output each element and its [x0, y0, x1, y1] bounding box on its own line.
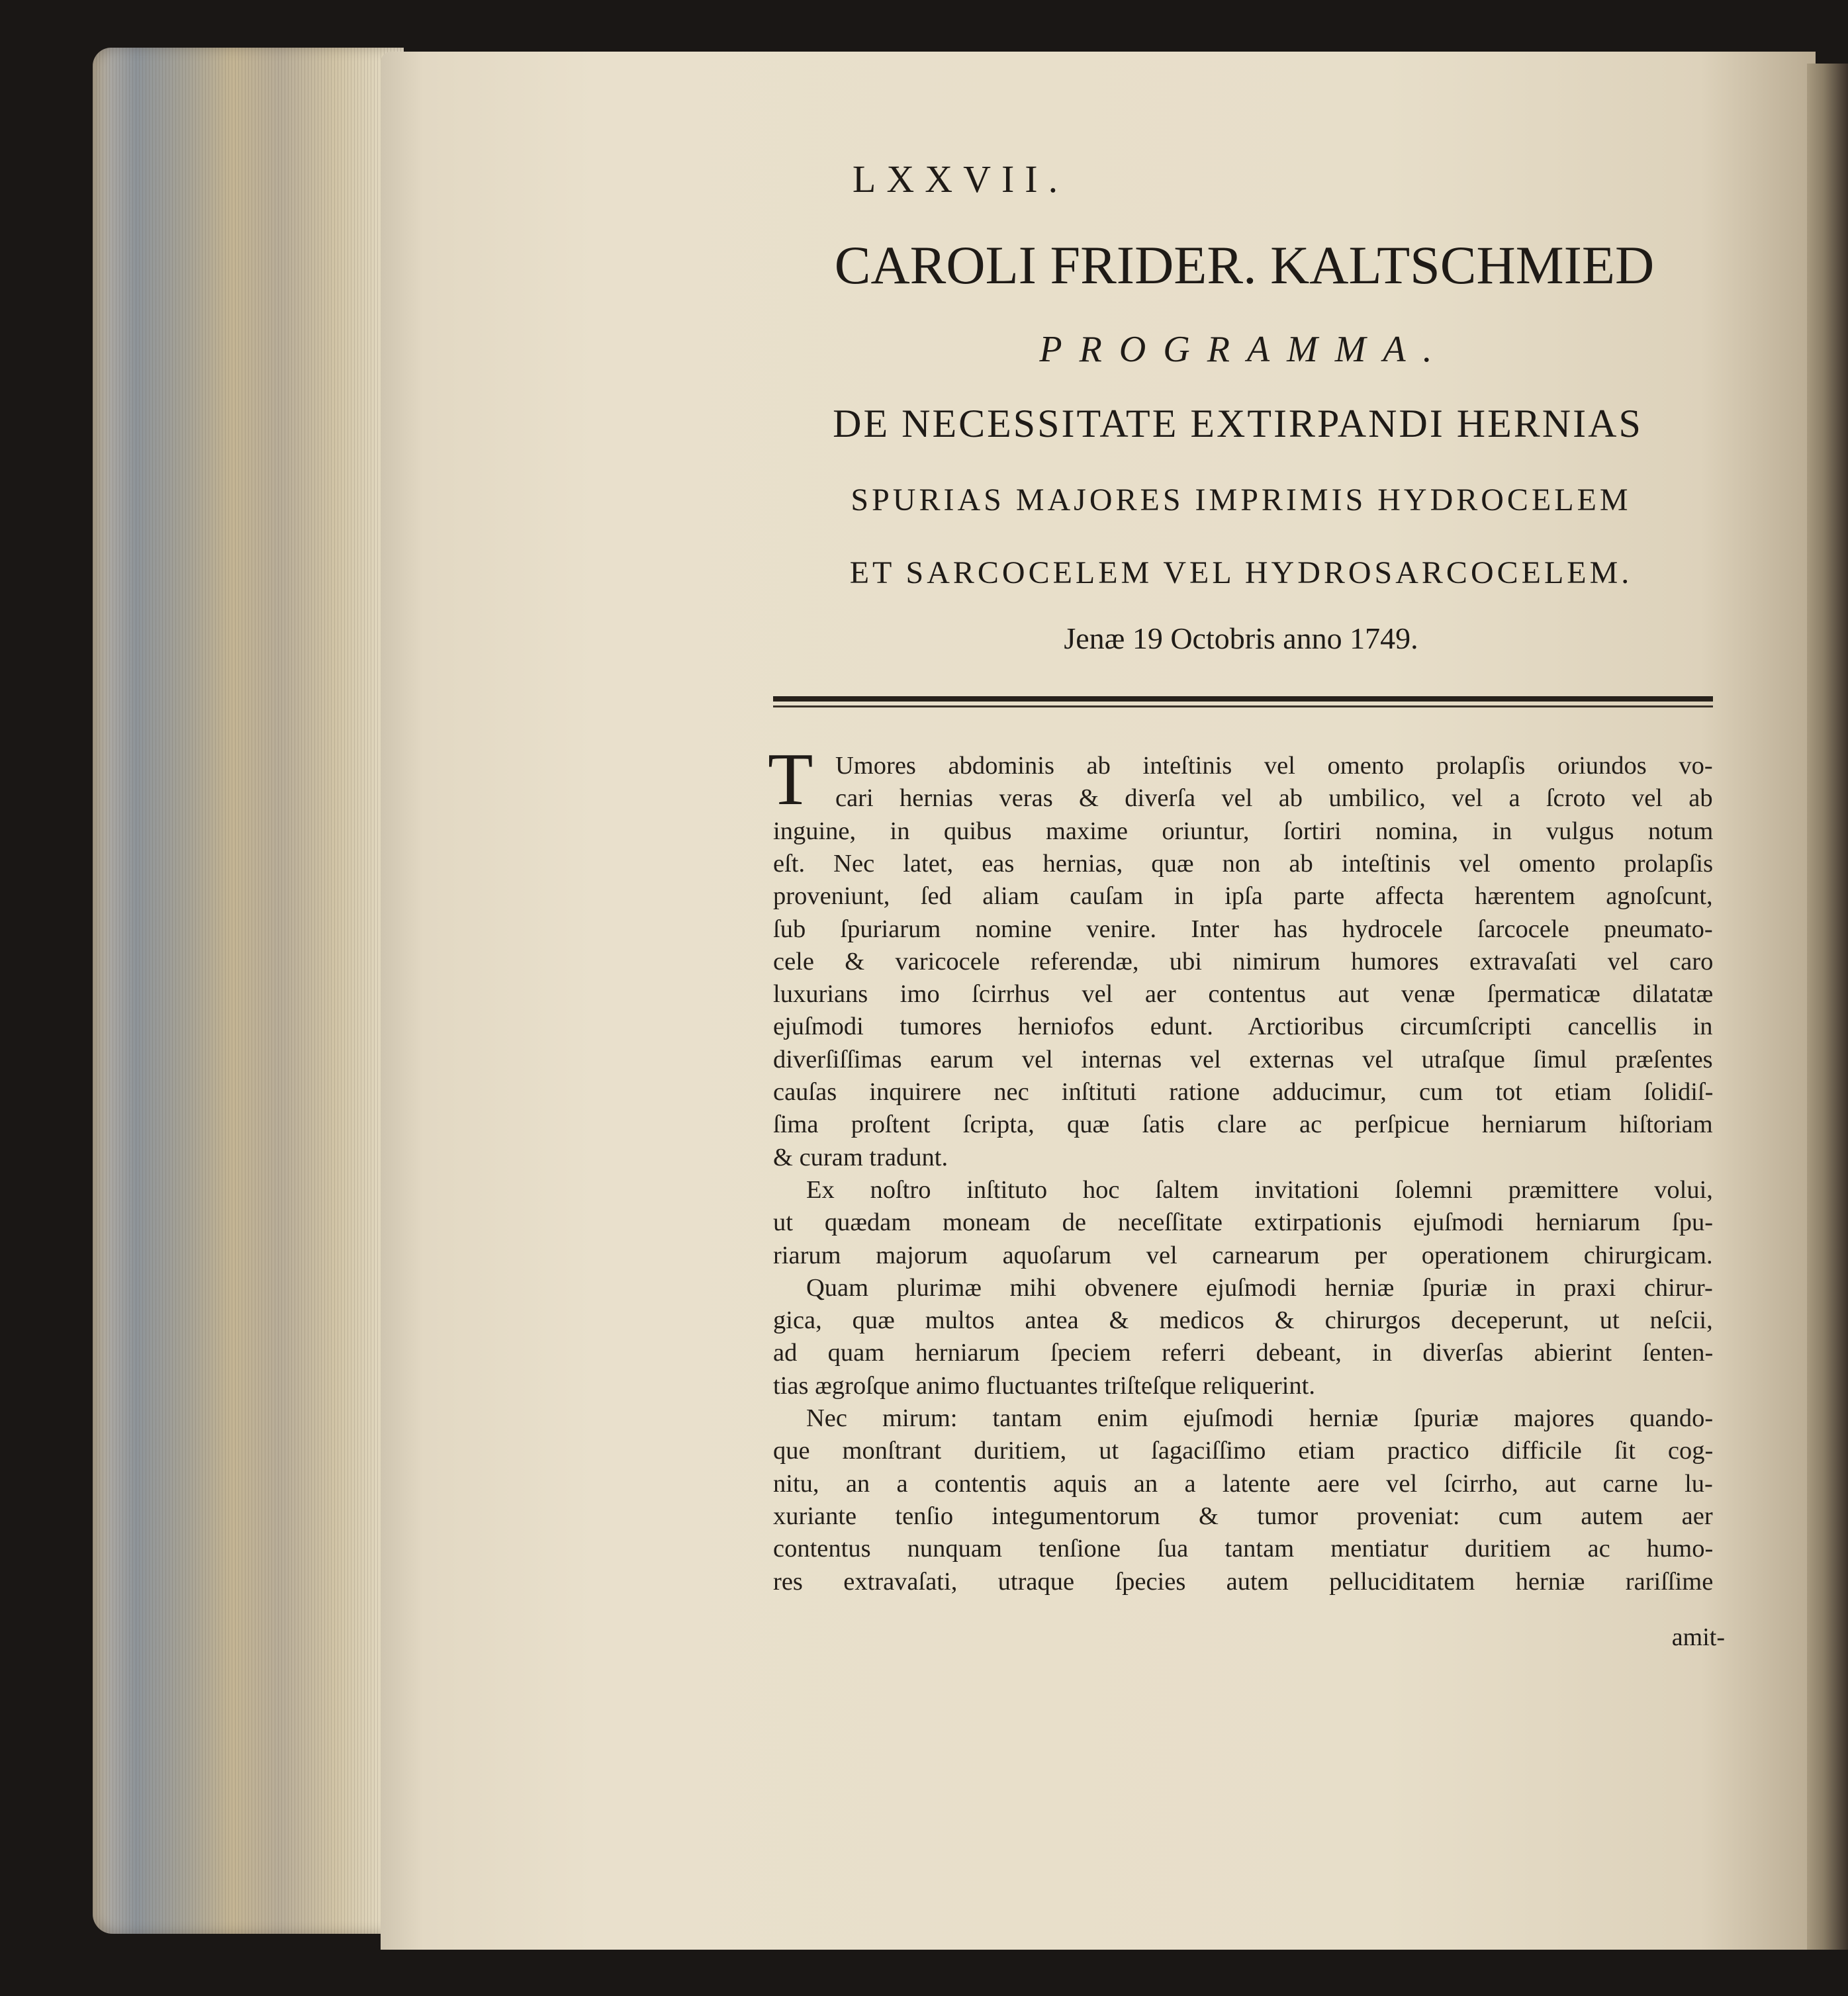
text-line: cari hernias veras & diverſa vel ab umbilico, vel a ſcroto vel ab: [835, 784, 1713, 812]
text-line: cauſas inquirere nec inſtituti ratione adducimur, cum tot etiam ſolidiſ-: [773, 1078, 1714, 1106]
text-line: cele & varicocele referendæ, ubi nimirum humores extravaſati vel caro: [773, 948, 1714, 975]
section-number: LXXVII.: [852, 158, 1069, 201]
divider-rule: [773, 705, 1713, 707]
text-line: gica, quæ multos antea & medicos & chirurgos deceperunt, ut neſcii,: [773, 1306, 1713, 1334]
text-line: tias ægroſque animo fluctuantes triſteſque reliquerint.: [773, 1372, 1315, 1400]
text-line: contentus nunquam tenſione ſua tantam mentiatur duritiem ac humo-: [773, 1535, 1714, 1563]
text-line: Ex noſtro inſtituto hoc ſaltem invitationi ſolemni præmittere volui,: [806, 1176, 1713, 1204]
text-line: ad quam herniarum ſpeciem referri debeant, in diverſas abierint ſenten-: [773, 1339, 1714, 1367]
catchword: amit-: [1671, 1623, 1725, 1651]
dateline: Jenæ 19 Octobris anno 1749.: [1064, 621, 1418, 655]
drop-cap: T: [768, 739, 813, 821]
text-line: proveniunt, ſed aliam cauſam in ipſa parte affecta hærentem agnoſcunt,: [773, 882, 1713, 910]
page-block-edge: [93, 48, 404, 1934]
text-line: eſt. Nec latet, eas hernias, quæ non ab inteſtinis vel omento prolapſis: [773, 850, 1714, 878]
title-line: SPURIAS MAJORES IMPRIMIS HYDROCELEM: [851, 482, 1632, 518]
text-line: ſub ſpuriarum nomine venire. Inter has hydrocele ſarcocele pneumato-: [773, 915, 1713, 943]
author-line: CAROLI FRIDER. KALTSCHMIED: [834, 235, 1655, 295]
text-line: riarum majorum aquoſarum vel carnearum per operationem chirurgicam.: [773, 1242, 1713, 1269]
text-line: ejuſmodi tumores herniofos edunt. Arctioribus circumſcripti cancellis in: [773, 1013, 1713, 1040]
text-line: nitu, an a contentis aquis an a latente aere vel ſcirrho, aut carne lu-: [773, 1470, 1713, 1498]
book-gutter: [1807, 64, 1848, 1950]
text-line: ſima proſtent ſcripta, quæ ſatis clare ac perſpicue herniarum hiſtoriam: [773, 1111, 1713, 1138]
genre-line: PROGRAMMA.: [1039, 329, 1450, 370]
text-line: ut quædam moneam de neceſſitate extirpationis ejuſmodi herniarum ſpu-: [773, 1208, 1714, 1236]
divider-rule: [773, 696, 1713, 702]
text-line: que monſtrant duritiem, ut ſagaciſſimo etiam practico difficile ſit cog-: [773, 1437, 1714, 1465]
text-line: Umores abdominis ab inteſtinis vel omento prolapſis oriundos vo-: [835, 752, 1713, 780]
text-line: inguine, in quibus maxime oriuntur, ſortiri nomina, in vulgus notum: [773, 817, 1714, 845]
text-line: Quam plurimæ mihi obvenere ejuſmodi herniæ ſpuriæ in praxi chirur-: [806, 1274, 1713, 1302]
text-line: & curam tradunt.: [773, 1144, 948, 1171]
text-line: Nec mirum: tantam enim ejuſmodi herniæ ſpuriæ majores quando-: [806, 1404, 1714, 1432]
title-line: DE NECESSITATE EXTIRPANDI HERNIAS: [833, 402, 1643, 445]
text-line: diverſiſſimas earum vel internas vel externas vel utraſque ſimul præſentes: [773, 1046, 1713, 1073]
text-line: luxurians imo ſcirrhus vel aer contentus aut venæ ſpermaticæ dilatatæ: [773, 980, 1714, 1008]
text-line: res extravaſati, utraque ſpecies autem pelluciditatem herniæ rariſſime: [773, 1568, 1714, 1596]
text-line: xuriante tenſio integumentorum & tumor proveniat: cum autem aer: [773, 1502, 1713, 1530]
title-line: ET SARCOCELEM VEL HYDROSARCOCELEM.: [849, 555, 1633, 590]
